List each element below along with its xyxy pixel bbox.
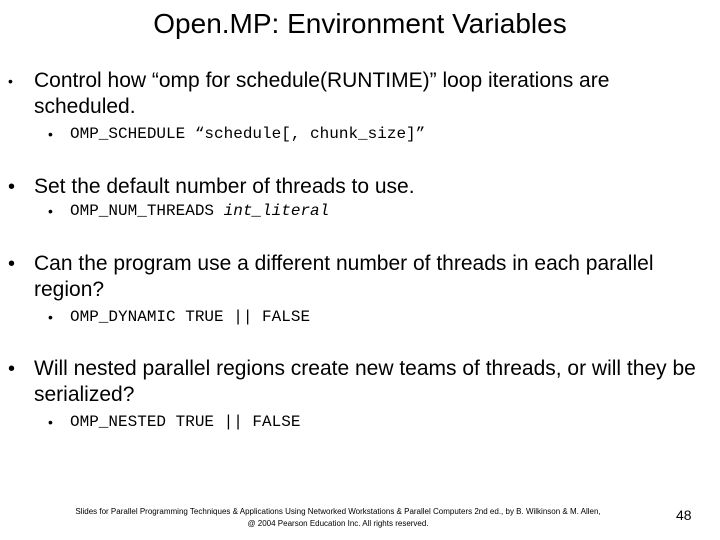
sub-bullet-marker: •	[48, 126, 53, 142]
sub-bullet-text: OMP_NESTED TRUE || FALSE	[70, 413, 301, 431]
bullet-item	[8, 356, 698, 408]
bullet-marker: •	[8, 73, 13, 89]
bullet-item	[8, 174, 698, 200]
sub-bullet-item	[48, 412, 301, 432]
sub-bullet-marker: •	[48, 309, 53, 325]
bullet-text: Can the program use a different number of threads in each parallel region?	[34, 252, 654, 301]
slide-title: Open.MP: Environment Variables	[153, 8, 567, 39]
sub-bullet-text: OMP_SCHEDULE “schedule[, chunk_size]”	[70, 125, 426, 143]
slide-footer	[40, 506, 636, 530]
footer-line-1: Slides for Parallel Programming Techniques & Applications Using Networked Workstations & Parallel Computers 2nd ed., by B. Wilkinson & M. Allen,	[75, 507, 601, 516]
sub-bullet-item	[48, 201, 330, 221]
sub-bullet-item	[48, 124, 426, 144]
bullet-text: Will nested parallel regions create new teams of threads, or will they be serialized?	[34, 357, 696, 406]
sub-bullet-marker: •	[48, 414, 53, 430]
sub-bullet-arg: int_literal	[223, 202, 330, 220]
bullet-text: Set the default number of threads to use.	[34, 175, 415, 198]
sub-bullet-marker: •	[48, 203, 53, 219]
sub-bullet-item	[48, 307, 311, 327]
bullet-marker: •	[8, 358, 16, 380]
bullet-text: Control how “omp for schedule(RUNTIME)” loop iterations are scheduled.	[34, 69, 610, 118]
bullet-item	[8, 68, 698, 120]
bullet-marker: •	[8, 176, 16, 198]
sub-bullet-text: OMP_NUM_THREADS	[70, 202, 224, 220]
page-number: 48	[676, 507, 692, 523]
footer-line-2: @ 2004 Pearson Education Inc. All rights reserved.	[247, 519, 429, 528]
bullet-marker: •	[8, 253, 16, 275]
sub-bullet-text: OMP_DYNAMIC TRUE || FALSE	[70, 308, 311, 326]
bullet-item	[8, 251, 698, 303]
